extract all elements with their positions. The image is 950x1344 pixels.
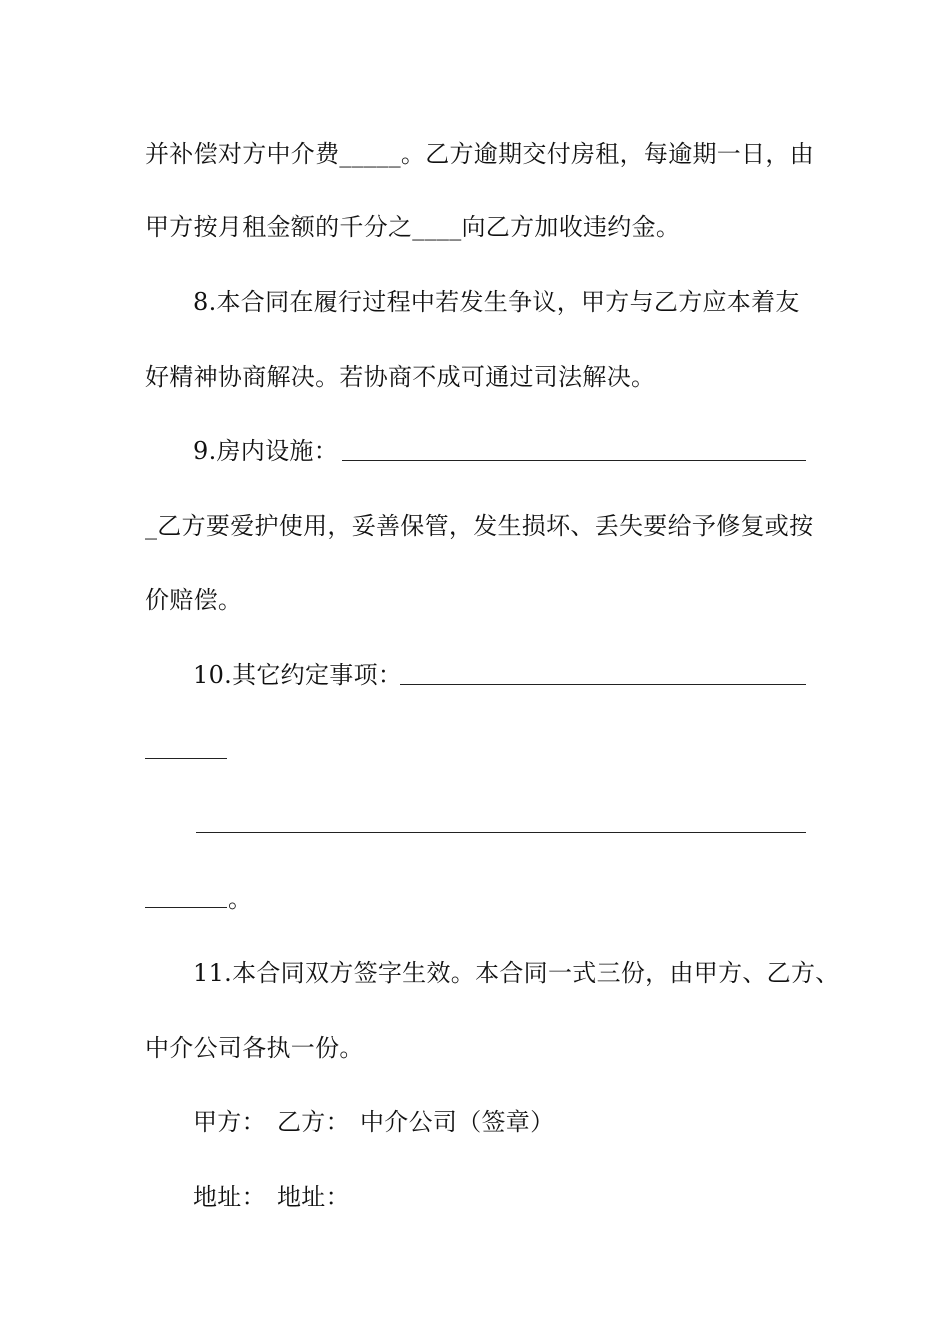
agency-label: 中介公司（签章） <box>360 1108 555 1136</box>
clause-10-blank-rule-3 <box>196 832 806 833</box>
clause-7-continued-line-2: 甲方按月租金额的千分之____向乙方加收违约金。 <box>145 213 681 241</box>
clause-9-line-3: 价赔偿。 <box>145 586 243 614</box>
clause-10-blank-rule-1 <box>400 684 806 685</box>
clause-9-line-2: _乙方要爱护使用，妥善保管，发生损坏、丢失要给予修复或按 <box>145 512 814 540</box>
clause-9-line-1: 9.房内设施： <box>193 437 338 465</box>
clause-9-blank-rule <box>342 460 806 461</box>
clause-10-line-1: 10.其它约定事项： <box>193 661 403 689</box>
clause-8-line-2: 好精神协商解决。若协商不成可通过司法解决。 <box>145 363 656 391</box>
clause-11-line-2: 中介公司各执一份。 <box>145 1034 364 1062</box>
clause-11-line-1: 11.本合同双方签字生效。本合同一式三份，由甲方、乙方、 <box>193 959 840 987</box>
clause-7-continued-line-1: 并补偿对方中介费_____。乙方逾期交付房租，每逾期一日，由 <box>145 140 814 168</box>
clause-10-end-mark: 。 <box>228 885 253 913</box>
party-a-label: 甲方： <box>193 1108 266 1136</box>
party-a-address-label: 地址： <box>193 1183 266 1211</box>
clause-10-blank-rule-2 <box>145 758 227 759</box>
clause-8-line-1: 8.本合同在履行过程中若发生争议，甲方与乙方应本着友 <box>193 288 800 316</box>
party-b-label: 乙方： <box>277 1108 350 1136</box>
clause-10-blank-rule-4 <box>145 907 227 908</box>
party-b-address-label: 地址： <box>277 1183 350 1211</box>
